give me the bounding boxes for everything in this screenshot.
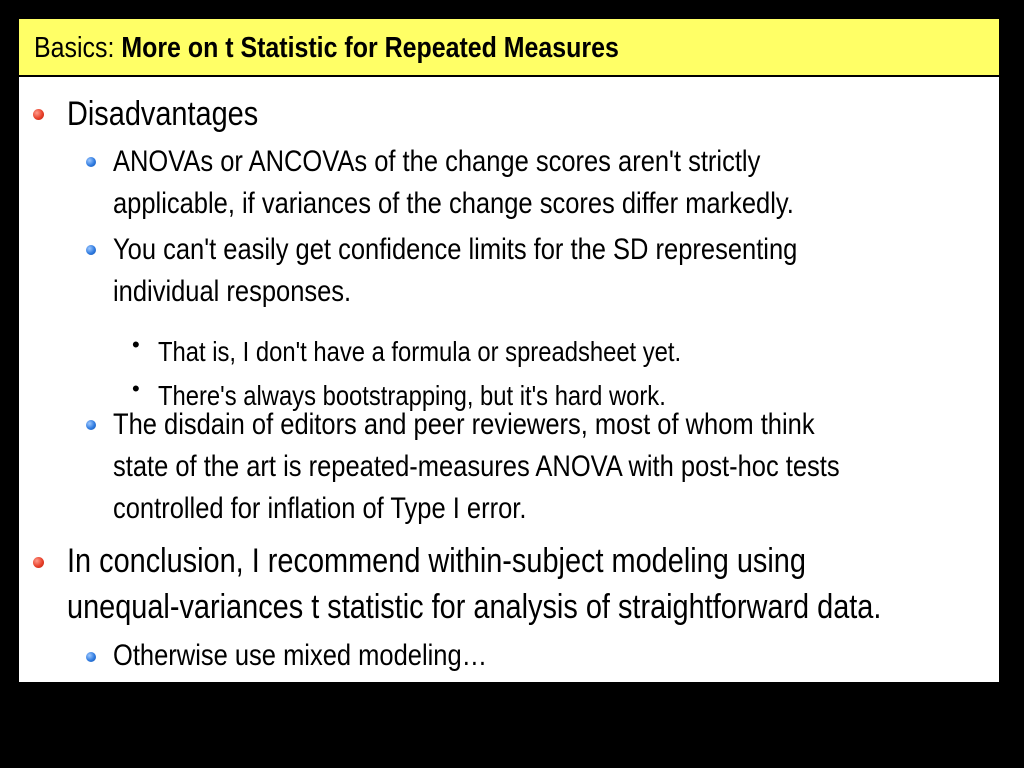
bullet-text-line-3: controlled for inflation of Type I error. — [113, 492, 527, 525]
bullet-text-line-1: ANOVAs or ANCOVAs of the change scores aren't strictly — [113, 145, 761, 178]
bullet-text: Otherwise use mixed modeling… — [113, 639, 488, 672]
bullet-text-line-2: unequal-variances t statistic for analysis of straightforward data. — [67, 588, 882, 626]
dot-bullet-icon: • — [132, 376, 140, 401]
sub-bullet-text: That is, I don't have a formula or spreadsheet yet. — [158, 336, 682, 367]
bullet-text-line-1: In conclusion, I recommend within-subject modeling using — [67, 542, 806, 580]
title-bar — [19, 19, 999, 77]
bullet-text: Disadvantages — [67, 95, 259, 133]
dot-bullet-icon: • — [132, 332, 140, 357]
blue-bullet-icon — [86, 245, 96, 255]
slide — [18, 18, 1000, 683]
red-bullet-icon — [33, 109, 44, 120]
blue-bullet-icon — [86, 420, 96, 430]
sub-bullet-text: There's always bootstrapping, but it's hard work. — [158, 380, 666, 411]
slide-title — [34, 31, 619, 65]
bullet-text-line-2: applicable, if variances of the change scores differ markedly. — [113, 187, 794, 220]
title-prefix: Basics: — [34, 32, 122, 64]
title-main: More on t Statistic for Repeated Measures — [121, 32, 619, 64]
blue-bullet-icon — [86, 157, 96, 167]
red-bullet-icon — [33, 557, 44, 568]
bullet-text-line-2: state of the art is repeated-measures ANOVA with post-hoc tests — [113, 450, 840, 483]
blue-bullet-icon — [86, 652, 96, 662]
slide-content — [19, 79, 999, 679]
bullet-text-line-1: You can't easily get confidence limits for the SD representing — [113, 233, 798, 266]
bullet-text-line-1: The disdain of editors and peer reviewers, most of whom think — [113, 408, 815, 441]
bullet-text-line-2: individual responses. — [113, 275, 352, 308]
